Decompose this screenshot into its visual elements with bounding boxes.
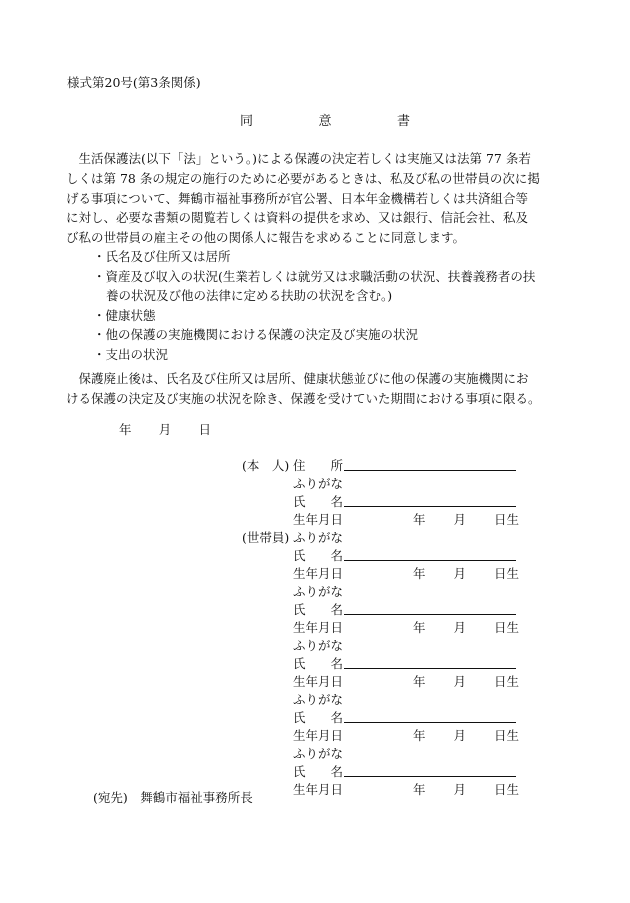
- dob-month: 月: [453, 728, 466, 743]
- dob-month: 月: [453, 782, 466, 797]
- dob-day: 日生: [493, 620, 519, 635]
- addressee: (宛先) 舞鶴市福祉事務所長: [93, 790, 253, 805]
- signing-date: [119, 420, 211, 438]
- paragraph-line: に対し、必要な書類の閲覧若しくは資料の提供を求め、又は銀行、信託会社、私及: [66, 210, 529, 226]
- paragraph-line: げる事項について、舞鶴市福祉事務所が官公署、日本年金機構若しくは共済組合等: [66, 190, 529, 206]
- name-field[interactable]: [344, 506, 516, 507]
- address-label: 住 所: [293, 458, 344, 473]
- date-day: 日: [198, 422, 211, 437]
- name-label: 氏 名: [293, 548, 344, 563]
- list-item: ・氏名及び住所又は居所: [93, 249, 231, 264]
- dob-field[interactable]: [413, 727, 519, 745]
- dob-day: 日生: [493, 782, 519, 797]
- furigana-label: ふりがな: [293, 746, 344, 761]
- dob-day: 日生: [493, 674, 519, 689]
- list-item: ・資産及び収入の状況(生業若しくは就労又は求職活動の状況、扶養義務者の扶: [93, 268, 536, 284]
- dob-label: 生年月日: [293, 620, 344, 635]
- list-item: ・他の保護の実施機関における保護の決定及び実施の状況: [93, 327, 419, 342]
- name-field[interactable]: [344, 722, 516, 723]
- list-item: ・健康状態: [93, 307, 156, 323]
- name-label: 氏 名: [293, 656, 344, 671]
- dob-year: 年: [413, 512, 426, 527]
- dob-year: 年: [413, 620, 426, 635]
- household-label: (世帯員): [242, 530, 290, 545]
- furigana-label: ふりがな: [293, 530, 344, 545]
- furigana-label: ふりがな: [293, 692, 344, 707]
- dob-field[interactable]: [413, 619, 519, 637]
- dob-field[interactable]: [413, 565, 519, 583]
- dob-field[interactable]: [413, 511, 519, 529]
- limitation-paragraph: [66, 369, 566, 409]
- dob-day: 日生: [493, 728, 519, 743]
- name-field[interactable]: [344, 776, 516, 777]
- paragraph-line: び私の世帯員の雇主その他の関係人に報告を求めることに同意します。: [66, 230, 466, 246]
- list-item: ・支出の状況: [93, 346, 169, 362]
- title-char-3: 書: [396, 114, 410, 129]
- dob-field[interactable]: [413, 781, 519, 799]
- name-label: 氏 名: [293, 602, 344, 617]
- dob-day: 日生: [493, 512, 519, 527]
- date-year: 年: [119, 422, 132, 437]
- document-title: [240, 110, 410, 129]
- furigana-label: ふりがな: [293, 638, 344, 653]
- dob-day: 日生: [493, 566, 519, 581]
- dob-label: 生年月日: [293, 512, 344, 527]
- dob-label: 生年月日: [293, 566, 344, 581]
- dob-label: 生年月日: [293, 782, 344, 797]
- address-field[interactable]: [344, 470, 516, 471]
- form-number: 様式第20号(第3条関係): [67, 75, 201, 90]
- furigana-label: ふりがな: [293, 584, 344, 599]
- name-field[interactable]: [344, 668, 516, 669]
- dob-field[interactable]: [413, 673, 519, 691]
- paragraph-line: ける保護の決定及び実施の状況を除き、保護を受けていた期間における事項に限る。: [66, 390, 541, 406]
- dob-year: 年: [413, 674, 426, 689]
- dob-month: 月: [453, 620, 466, 635]
- consent-paragraph: [66, 149, 566, 248]
- name-label: 氏 名: [293, 710, 344, 725]
- name-label: 氏 名: [293, 764, 344, 779]
- title-char-2: 意: [318, 114, 332, 129]
- title-char-1: 同: [240, 114, 254, 129]
- principal-label: (本 人): [242, 458, 290, 473]
- name-field[interactable]: [344, 614, 516, 615]
- dob-label: 生年月日: [293, 674, 344, 689]
- dob-month: 月: [453, 566, 466, 581]
- dob-label: 生年月日: [293, 728, 344, 743]
- consent-item-list: [93, 247, 535, 364]
- furigana-label: ふりがな: [293, 476, 344, 491]
- name-field[interactable]: [344, 560, 516, 561]
- dob-year: 年: [413, 566, 426, 581]
- list-item-continuation: 養の状況及び他の法律に定める扶助の状況を含む。): [106, 288, 393, 303]
- dob-month: 月: [453, 512, 466, 527]
- paragraph-line: しくは第 78 条の規定の施行のために必要があるときは、私及び私の世帯員の次に掲: [66, 170, 540, 186]
- paragraph-line: 保護廃止後は、氏名及び住所又は居所、健康状態並びに他の保護の実施機関にお: [66, 371, 529, 386]
- dob-month: 月: [453, 674, 466, 689]
- paragraph-line: 生活保護法(以下「法」という。)による保護の決定若しくは実施又は法第 77 条若: [66, 151, 531, 166]
- date-month: 月: [158, 422, 172, 437]
- dob-year: 年: [413, 782, 426, 797]
- name-label: 氏 名: [293, 494, 344, 509]
- dob-year: 年: [413, 728, 426, 743]
